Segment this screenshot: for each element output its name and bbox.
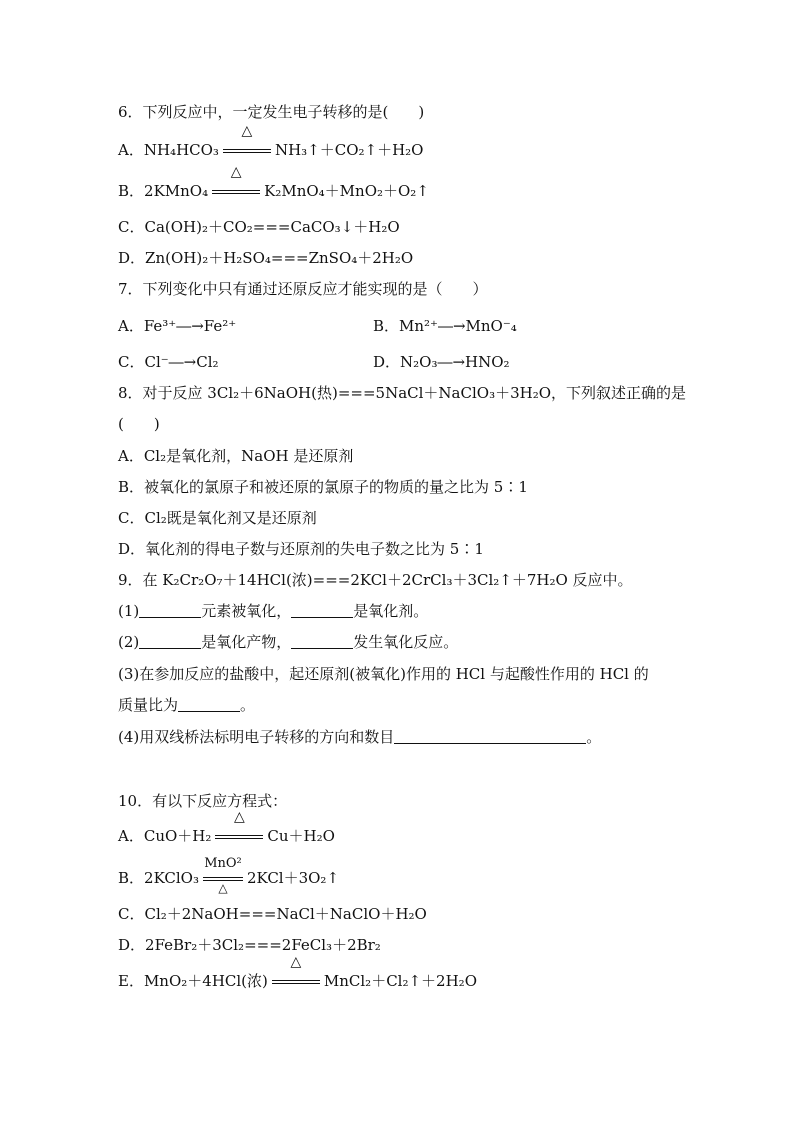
q10-a-reactants: CuO＋H₂	[143, 827, 212, 845]
q10-a-label: A．	[118, 827, 144, 845]
q10-b-reactants: 2KClO₃	[144, 869, 199, 887]
q7-option-b: B．Mn²⁺―→MnO⁻₄	[373, 317, 517, 335]
q8-option-c: C．Cl₂既是氧化剂又是还原剂	[118, 509, 317, 527]
q6-stem: 6．下列反应中，一定发生电子转移的是( )	[118, 103, 425, 121]
q9-part3-end: 。	[240, 696, 256, 714]
q8-option-a: A．Cl₂是氧化剂，NaOH 是还原剂	[118, 447, 354, 465]
q9-part2-text1: 是氧化产物，	[201, 633, 292, 651]
q10-e-products: MnCl₂＋Cl₂↑＋2H₂O	[323, 972, 477, 990]
answer-blank[interactable]	[291, 602, 353, 618]
q10-e-reactants: MnO₂＋4HCl(浓)	[143, 972, 268, 990]
q9-part4-end: 。	[586, 728, 602, 746]
q6-option-a	[118, 123, 424, 161]
q10-option-d: D．2FeBr₂＋3Cl₂===2FeCl₃＋2Br₂	[118, 936, 381, 954]
heat-condition-sign	[215, 809, 263, 847]
q10-b-label: B．	[118, 869, 145, 887]
q6-a-label: A．	[118, 141, 144, 159]
q9-part4-text: (4)用双线桥法标明电子转移的方向和数目	[118, 728, 395, 746]
q9-stem: 9．在 K₂Cr₂O₇＋14HCl(浓)===2KCl＋2CrCl₃＋3Cl₂↑＋7H₂O 反应中。	[118, 571, 633, 589]
q6-option-b	[118, 164, 429, 202]
q6-b-products: K₂MnO₄＋MnO₂＋O₂↑	[264, 182, 429, 200]
heat-symbol: △	[290, 954, 302, 970]
catalyst-condition-sign	[203, 856, 243, 895]
q8-paren: ( )	[118, 415, 160, 433]
q8-option-d: D．氧化剂的得电子数与还原剂的失电子数之比为 5∶1	[118, 540, 484, 558]
q10-stem: 10．有以下反应方程式：	[118, 792, 288, 810]
q9-part1	[118, 601, 428, 621]
q6-option-d: D．Zn(OH)₂＋H₂SO₄===ZnSO₄＋2H₂O	[118, 249, 414, 267]
heat-condition-sign	[272, 954, 320, 992]
q9-part3: (3)在参加反应的盐酸中，起还原剂(被氧化)作用的 HCl 与起酸性作用的 HCl 的	[118, 665, 649, 683]
q9-part2-num: (2)	[118, 633, 140, 651]
q10-option-a	[118, 809, 335, 847]
q10-e-label: E．	[118, 972, 144, 990]
q10-option-c: C．Cl₂＋2NaOH===NaCl＋NaClO＋H₂O	[118, 905, 427, 923]
q7-option-d: D．N₂O₃―→HNO₂	[373, 353, 510, 371]
heat-symbol: △	[241, 123, 253, 139]
q6-a-products: NH₃↑＋CO₂↑＋H₂O	[274, 141, 424, 159]
q9-part3-cont	[118, 695, 255, 715]
q9-part1-text2: 是氧化剂。	[353, 602, 429, 620]
answer-blank[interactable]	[178, 696, 240, 712]
q6-b-label: B．	[118, 182, 145, 200]
answer-blank[interactable]	[394, 728, 586, 744]
heat-symbol: △	[230, 164, 242, 180]
q6-option-c: C．Ca(OH)₂＋CO₂===CaCO₃↓＋H₂O	[118, 218, 400, 236]
q7-option-a: A．Fe³⁺―→Fe²⁺	[118, 317, 237, 335]
q9-part1-text1: 元素被氧化，	[201, 602, 292, 620]
q9-part4	[118, 727, 601, 747]
q7-options-ab	[118, 316, 236, 336]
q9-part3-text: 质量比为	[118, 696, 179, 714]
q10-b-products: 2KCl＋3O₂↑	[246, 869, 340, 887]
heat-condition-sign	[212, 164, 260, 202]
catalyst-label: MnO²	[204, 856, 242, 871]
q9-part2-text2: 发生氧化反应。	[353, 633, 459, 651]
answer-blank[interactable]	[139, 633, 201, 649]
q6-a-reactants: NH₄HCO₃	[143, 141, 219, 159]
answer-blank[interactable]	[291, 633, 353, 649]
heat-symbol: △	[218, 881, 228, 895]
q9-part1-num: (1)	[118, 602, 140, 620]
q10-option-b	[118, 856, 340, 895]
q6-b-reactants: 2KMnO₄	[144, 182, 209, 200]
q9-part2	[118, 632, 458, 652]
q10-option-e	[118, 954, 477, 992]
q10-a-products: Cu＋H₂O	[267, 827, 335, 845]
q8-stem: 8．对于反应 3Cl₂＋6NaOH(热)===5NaCl＋NaClO₃＋3H₂O，下列叙述正确的是	[118, 384, 687, 402]
q7-stem: 7．下列变化中只有通过还原反应才能实现的是（ ）	[118, 280, 488, 298]
answer-blank[interactable]	[139, 602, 201, 618]
heat-condition-sign	[223, 123, 271, 161]
q7-option-c: C．Cl⁻―→Cl₂	[118, 353, 219, 371]
heat-symbol: △	[233, 809, 245, 825]
q8-option-b: B．被氧化的氯原子和被还原的氯原子的物质的量之比为 5∶1	[118, 478, 528, 496]
